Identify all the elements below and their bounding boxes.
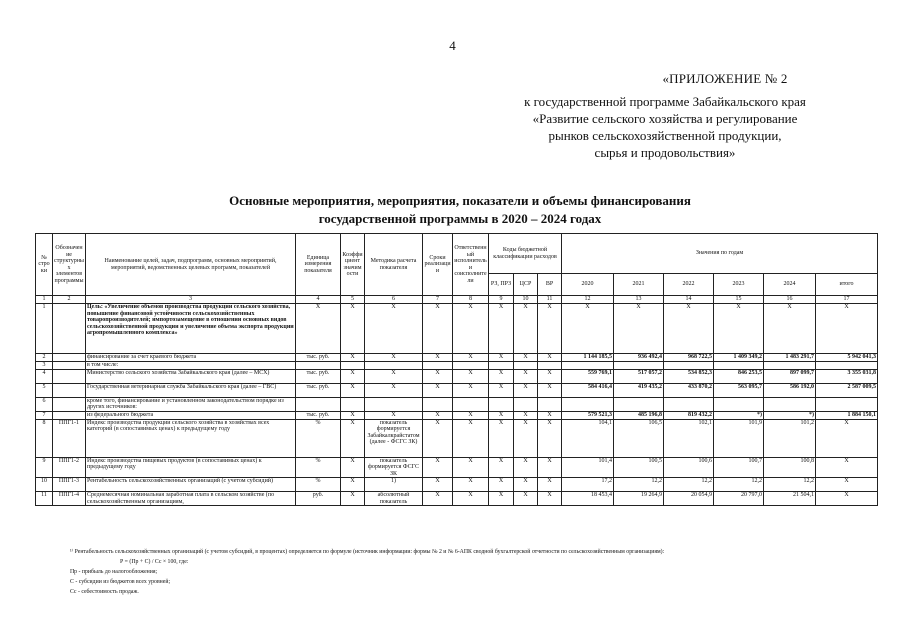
footnote-definition: С - субсидии из бюджетов всех уровней;	[70, 579, 171, 585]
header-method: Методика расчета показателя	[365, 234, 423, 296]
code-vr-cell: X	[538, 411, 562, 419]
footnote-definition: Пр - прибыль до налогообложения;	[70, 569, 158, 575]
method-cell: X	[365, 369, 423, 383]
value-2024: 21 504,1	[764, 492, 816, 506]
value-total: X	[816, 478, 878, 492]
code-csr-cell: X	[514, 419, 538, 457]
table-row	[36, 362, 878, 370]
responsible-cell: X	[453, 478, 489, 492]
header-coefficient: Коэффициент значимости	[341, 234, 365, 296]
value-2024: 100,8	[764, 457, 816, 478]
code-vr-cell: X	[538, 304, 562, 354]
row-name: кроме того, финансирование и установленном законодательством порядке из других источников:	[86, 397, 296, 411]
table-row	[36, 492, 878, 506]
value-2023: 20 797,0	[714, 492, 764, 506]
appendix-line-3: рынков сельскохозяйственной продукции,	[548, 128, 782, 143]
value-2020: 101,4	[562, 457, 614, 478]
value-2022: 20 054,9	[664, 492, 714, 506]
column-number: 2	[53, 296, 86, 304]
value-2023: 846 253,5	[714, 369, 764, 383]
coefficient-cell: X	[341, 478, 365, 492]
responsible-cell: X	[453, 354, 489, 362]
code-rz-cell: X	[489, 457, 514, 478]
row-number: 5	[36, 383, 53, 397]
method-cell	[365, 397, 423, 411]
value-2023	[714, 362, 764, 370]
value-2022: 102,1	[664, 419, 714, 457]
structural-code: ППГ1-4	[53, 492, 86, 506]
unit-cell: %	[296, 478, 341, 492]
value-2023: 1 409 349,2	[714, 354, 764, 362]
value-2021: X	[614, 304, 664, 354]
header-code-csr: ЦСР	[514, 274, 538, 296]
header-structural-elements: Обозначение структурных элементов программы	[53, 234, 86, 296]
program-table	[35, 233, 878, 506]
value-2024: 101,2	[764, 419, 816, 457]
header-row-number: № строки	[36, 234, 53, 296]
method-cell: X	[365, 411, 423, 419]
value-2020	[562, 397, 614, 411]
column-number: 13	[614, 296, 664, 304]
value-2023: 101,9	[714, 419, 764, 457]
appendix-title: «ПРИЛОЖЕНИЕ № 2	[662, 71, 788, 86]
column-number: 17	[816, 296, 878, 304]
header-year-2021: 2021	[614, 274, 664, 296]
column-number: 10	[514, 296, 538, 304]
row-number: 6	[36, 397, 53, 411]
coefficient-cell: X	[341, 304, 365, 354]
unit-cell: тыс. руб.	[296, 383, 341, 397]
value-2024: *)	[764, 411, 816, 419]
value-2023: 12,2	[714, 478, 764, 492]
unit-cell: тыс. руб.	[296, 354, 341, 362]
terms-cell: X	[423, 354, 453, 362]
coefficient-cell	[341, 397, 365, 411]
document-title	[180, 192, 740, 228]
terms-cell: X	[423, 478, 453, 492]
value-2021: 100,5	[614, 457, 664, 478]
table-row	[36, 354, 878, 362]
code-rz-cell: X	[489, 411, 514, 419]
method-cell	[365, 362, 423, 370]
unit-cell	[296, 397, 341, 411]
program-table-container	[35, 233, 877, 506]
value-2020: 18 453,4	[562, 492, 614, 506]
coefficient-cell: X	[341, 383, 365, 397]
unit-cell: X	[296, 304, 341, 354]
value-total: X	[816, 492, 878, 506]
value-2024: X	[764, 304, 816, 354]
method-cell: 1)	[365, 478, 423, 492]
table-row	[36, 304, 878, 354]
value-2022	[664, 362, 714, 370]
code-csr-cell: X	[514, 383, 538, 397]
structural-code	[53, 354, 86, 362]
terms-cell	[423, 362, 453, 370]
value-total	[816, 362, 878, 370]
value-2023: 563 095,7	[714, 383, 764, 397]
column-number: 15	[714, 296, 764, 304]
terms-cell: X	[423, 369, 453, 383]
value-total: 5 942 041,3	[816, 354, 878, 362]
header-year-2022: 2022	[664, 274, 714, 296]
value-2022: 100,6	[664, 457, 714, 478]
value-2022: 12,2	[664, 478, 714, 492]
table-row	[36, 419, 878, 457]
value-2024	[764, 362, 816, 370]
value-2023: X	[714, 304, 764, 354]
coefficient-cell: X	[341, 492, 365, 506]
unit-cell: тыс. руб.	[296, 369, 341, 383]
column-number-row	[36, 296, 878, 304]
value-total	[816, 397, 878, 411]
document-title-line-2: государственной программы в 2020 – 2024 годах	[318, 211, 602, 226]
terms-cell: X	[423, 419, 453, 457]
unit-cell: %	[296, 457, 341, 478]
row-number: 1	[36, 304, 53, 354]
value-total: 1 884 150,1	[816, 411, 878, 419]
method-cell: X	[365, 354, 423, 362]
code-vr-cell	[538, 397, 562, 411]
header-code-rz: РЗ, ПРЗ	[489, 274, 514, 296]
row-number: 9	[36, 457, 53, 478]
footnote-definition: Сс - себестоимость продаж.	[70, 589, 139, 595]
appendix-line-2: «Развитие сельского хозяйства и регулирование	[532, 111, 798, 126]
value-2020: 17,2	[562, 478, 614, 492]
row-name: Государственная ветеринарная служба Забайкальского края (далее – ГВС)	[86, 383, 296, 397]
header-unit: Единица измерения показателя	[296, 234, 341, 296]
value-2021	[614, 362, 664, 370]
value-2021: 106,5	[614, 419, 664, 457]
row-number: 3	[36, 362, 53, 370]
header-responsible: Ответственный исполнитель и соисполнители	[453, 234, 489, 296]
column-number: 14	[664, 296, 714, 304]
code-rz-cell	[489, 397, 514, 411]
method-cell: показатель формируется Забайкалкрайстатом (далее - ФСГС ЗК)	[365, 419, 423, 457]
row-name: в том числе:	[86, 362, 296, 370]
value-2024: 12,2	[764, 478, 816, 492]
value-2020: 104,1	[562, 419, 614, 457]
terms-cell: X	[423, 457, 453, 478]
table-body	[36, 304, 878, 506]
code-rz-cell	[489, 362, 514, 370]
row-number: 7	[36, 411, 53, 419]
column-number: 11	[538, 296, 562, 304]
value-2021: 517 057,2	[614, 369, 664, 383]
value-2022	[664, 397, 714, 411]
unit-cell: тыс. руб.	[296, 411, 341, 419]
responsible-cell: X	[453, 419, 489, 457]
row-number: 2	[36, 354, 53, 362]
header-name: Наименование целей, задач, подпрограмм, основных мероприятий, мероприятий, ведомственных целевых программ, показателей	[86, 234, 296, 296]
header-year-2024: 2024	[764, 274, 816, 296]
unit-cell	[296, 362, 341, 370]
terms-cell: X	[423, 304, 453, 354]
code-vr-cell: X	[538, 383, 562, 397]
value-total: 2 587 009,5	[816, 383, 878, 397]
table-row	[36, 478, 878, 492]
code-vr-cell: X	[538, 492, 562, 506]
row-name: Индекс производства пищевых продуктов (в сопоставимых ценах) к предыдущему году	[86, 457, 296, 478]
code-csr-cell: X	[514, 369, 538, 383]
responsible-cell: X	[453, 369, 489, 383]
value-2021: 936 492,4	[614, 354, 664, 362]
row-name: Индекс производства продукции сельского хозяйства в хозяйствах всех категорий (в сопоставимых ценах) к предыдущему году	[86, 419, 296, 457]
code-csr-cell	[514, 397, 538, 411]
method-cell: показатель формируется ФСГС ЗК	[365, 457, 423, 478]
value-2020: X	[562, 304, 614, 354]
code-rz-cell: X	[489, 492, 514, 506]
value-total: X	[816, 304, 878, 354]
terms-cell: X	[423, 492, 453, 506]
column-number: 5	[341, 296, 365, 304]
value-2024: 1 483 291,7	[764, 354, 816, 362]
code-csr-cell: X	[514, 478, 538, 492]
structural-code	[53, 304, 86, 354]
value-2020	[562, 362, 614, 370]
structural-code	[53, 362, 86, 370]
structural-code	[53, 369, 86, 383]
structural-code: ППГ1-2	[53, 457, 86, 478]
responsible-cell: X	[453, 383, 489, 397]
table-row	[36, 411, 878, 419]
value-2020: 584 416,4	[562, 383, 614, 397]
value-2023: 100,7	[714, 457, 764, 478]
row-number: 10	[36, 478, 53, 492]
code-rz-cell: X	[489, 304, 514, 354]
responsible-cell	[453, 362, 489, 370]
value-2021: 12,2	[614, 478, 664, 492]
terms-cell: X	[423, 383, 453, 397]
column-number: 6	[365, 296, 423, 304]
table-row	[36, 369, 878, 383]
row-number: 11	[36, 492, 53, 506]
code-csr-cell	[514, 362, 538, 370]
header-year-2023: 2023	[714, 274, 764, 296]
row-name: Среднемесячная номинальная заработная плата в сельском хозяйстве (по сельскохозяйственным организациям,	[86, 492, 296, 506]
column-number: 16	[764, 296, 816, 304]
code-rz-cell: X	[489, 478, 514, 492]
column-number: 9	[489, 296, 514, 304]
code-csr-cell: X	[514, 457, 538, 478]
value-2021: 19 264,9	[614, 492, 664, 506]
appendix-line-4: сырья и продовольствия»	[594, 145, 736, 160]
coefficient-cell: X	[341, 411, 365, 419]
responsible-cell: X	[453, 457, 489, 478]
code-rz-cell: X	[489, 419, 514, 457]
value-2023	[714, 397, 764, 411]
code-vr-cell: X	[538, 457, 562, 478]
footnote-formula: Р = (Пр + С) / Сс × 100, где:	[120, 559, 189, 565]
value-2021	[614, 397, 664, 411]
coefficient-cell: X	[341, 369, 365, 383]
column-number: 1	[36, 296, 53, 304]
footnotes	[70, 547, 890, 597]
code-vr-cell: X	[538, 354, 562, 362]
header-code-vr: ВР	[538, 274, 562, 296]
header-budget-codes: Коды бюджетной классификации расходов	[489, 234, 562, 274]
document-title-line-1: Основные мероприятия, мероприятия, показатели и объемы финансирования	[229, 193, 691, 208]
terms-cell	[423, 397, 453, 411]
value-2022: 433 870,2	[664, 383, 714, 397]
code-vr-cell: X	[538, 419, 562, 457]
page-number: 4	[449, 38, 456, 53]
code-csr-cell: X	[514, 492, 538, 506]
code-csr-cell: X	[514, 304, 538, 354]
responsible-cell: X	[453, 304, 489, 354]
row-number: 8	[36, 419, 53, 457]
header-year-2020: 2020	[562, 274, 614, 296]
value-2022: 819 432,2	[664, 411, 714, 419]
value-total: X	[816, 457, 878, 478]
value-2022: X	[664, 304, 714, 354]
code-vr-cell: X	[538, 478, 562, 492]
code-rz-cell: X	[489, 354, 514, 362]
coefficient-cell: X	[341, 419, 365, 457]
value-2020: 579 521,3	[562, 411, 614, 419]
value-2023: *)	[714, 411, 764, 419]
value-2021: 485 196,8	[614, 411, 664, 419]
code-rz-cell: X	[489, 369, 514, 383]
code-csr-cell: X	[514, 354, 538, 362]
structural-code	[53, 411, 86, 419]
method-cell: X	[365, 383, 423, 397]
value-total: 3 355 031,8	[816, 369, 878, 383]
unit-cell: %	[296, 419, 341, 457]
row-number: 4	[36, 369, 53, 383]
column-number: 3	[86, 296, 296, 304]
header-values-by-year: Значения по годам	[562, 234, 878, 274]
appendix-header	[430, 70, 900, 161]
header-terms: Сроки реализации	[423, 234, 453, 296]
row-name: из федерального бюджета	[86, 411, 296, 419]
responsible-cell: X	[453, 411, 489, 419]
row-name: Цель: «Увеличение объемов производства продукции сельского хозяйства, повышение финансовой устойчивости сельскохозяйственных товаропроизводителей; импортозамещение в отношении основных видов сельскохозяйственной продукции и увеличение объема экспорта продукции агропромышленного комплекса»	[86, 304, 296, 354]
value-total: X	[816, 419, 878, 457]
table-row	[36, 457, 878, 478]
structural-code: ППГ1-1	[53, 419, 86, 457]
structural-code	[53, 397, 86, 411]
value-2022: 968 722,5	[664, 354, 714, 362]
code-csr-cell: X	[514, 411, 538, 419]
coefficient-cell: X	[341, 457, 365, 478]
header-total: итого	[816, 274, 878, 296]
value-2020: 559 769,1	[562, 369, 614, 383]
structural-code	[53, 383, 86, 397]
row-name: финансирование за счет краевого бюджета	[86, 354, 296, 362]
column-number: 12	[562, 296, 614, 304]
value-2024: 897 099,7	[764, 369, 816, 383]
code-vr-cell	[538, 362, 562, 370]
method-cell: X	[365, 304, 423, 354]
value-2022: 534 852,3	[664, 369, 714, 383]
code-vr-cell: X	[538, 369, 562, 383]
code-rz-cell: X	[489, 383, 514, 397]
value-2021: 419 435,2	[614, 383, 664, 397]
terms-cell: X	[423, 411, 453, 419]
column-number: 4	[296, 296, 341, 304]
value-2024	[764, 397, 816, 411]
responsible-cell: X	[453, 492, 489, 506]
coefficient-cell	[341, 362, 365, 370]
row-name: Министерство сельского хозяйства Забайкальского края (далее – МСХ)	[86, 369, 296, 383]
column-number: 8	[453, 296, 489, 304]
table-row	[36, 397, 878, 411]
row-name: Рентабельность сельскохозяйственных организаций (с учетом субсидий)	[86, 478, 296, 492]
table-row	[36, 383, 878, 397]
footnote-1: ¹⁾ Рентабельность сельскохозяйственных организаций (с учетом субсидий, в процентах) определяется по формуле (источник информации: формы № 2 и № 6-АПК сводной бухгалтерской отчетности по сельскохозяйственным организациям):	[70, 549, 665, 555]
structural-code: ППГ1-3	[53, 478, 86, 492]
column-number: 7	[423, 296, 453, 304]
coefficient-cell: X	[341, 354, 365, 362]
method-cell: абсолютный показатель	[365, 492, 423, 506]
unit-cell: руб.	[296, 492, 341, 506]
responsible-cell	[453, 397, 489, 411]
value-2020: 1 144 185,5	[562, 354, 614, 362]
appendix-line-1: к государственной программе Забайкальского края	[524, 94, 806, 109]
value-2024: 586 192,0	[764, 383, 816, 397]
